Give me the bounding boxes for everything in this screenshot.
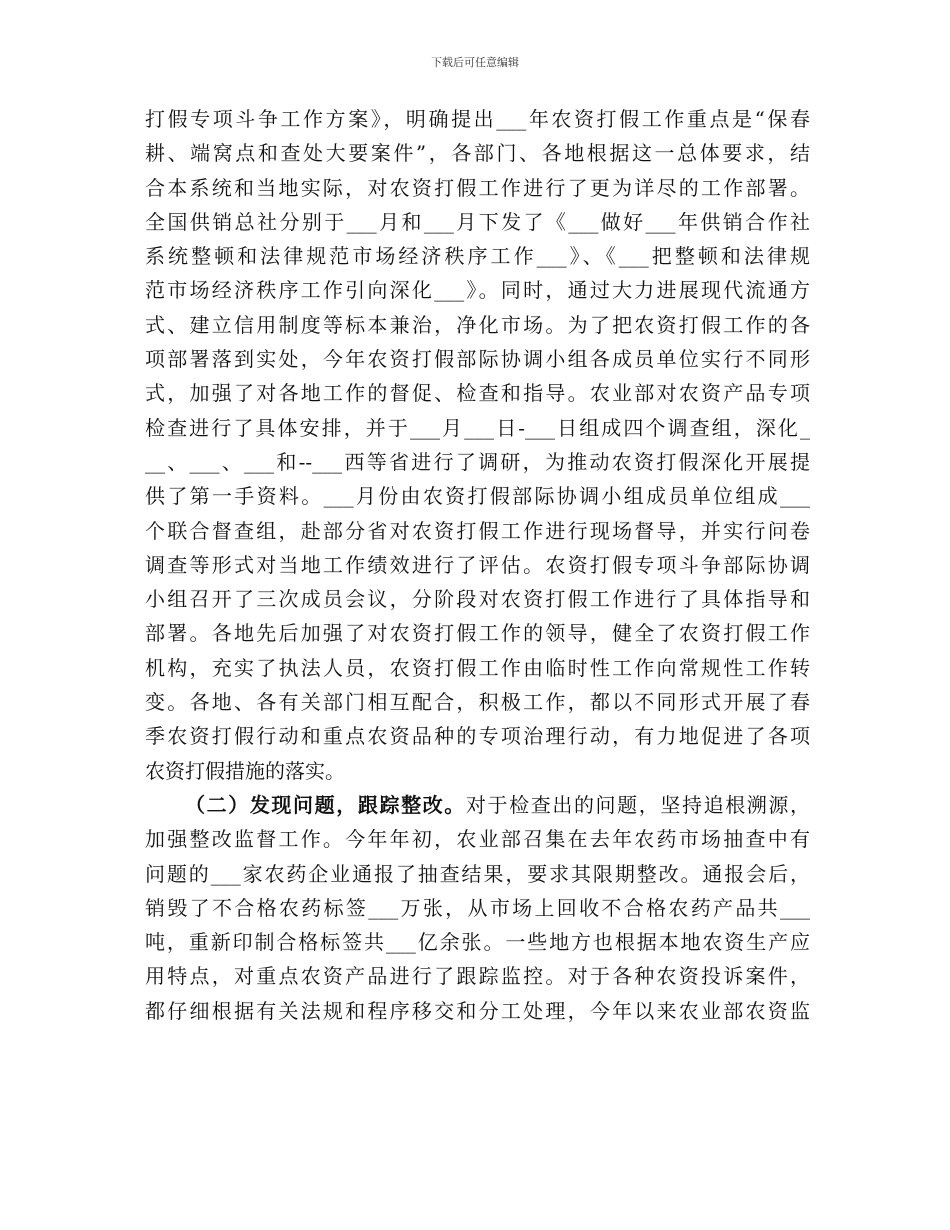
- text-line: __、___、___和--___西等省进行了调研，为推动农资打假深化开展提: [145, 449, 810, 474]
- section-heading: （二）发现问题，跟踪整改。: [185, 792, 466, 817]
- text-line: 机构，充实了执法人员，农资打假工作由临时性工作向常规性工作转: [145, 655, 810, 680]
- text-line: 用特点，对重点农资产品进行了跟踪监控。对于各种农资投诉案件，: [145, 964, 810, 989]
- text-line: 供了第一手资料。___月份由农资打假部际协调小组成员单位组成___: [145, 484, 810, 509]
- paragraph-2: [145, 788, 810, 1028]
- document-body: [145, 102, 810, 1028]
- text-span: 对于检查出的问题，坚持追根溯源，: [465, 792, 811, 817]
- text-line: 系统整顿和法律规范市场经济秩序工作___》、《___把整顿和法律规: [145, 244, 810, 269]
- paragraph-1: [145, 102, 810, 788]
- text-line: 调查等形式对当地工作绩效进行了评估。农资打假专项斗争部际协调: [145, 552, 810, 577]
- text-line: 季农资打假行动和重点农资品种的专项治理行动，有力地促进了各项: [145, 724, 810, 749]
- text-line: 销毁了不合格农药标签___万张，从市场上回收不合格农药产品共___: [145, 895, 810, 920]
- text-line: 合本系统和当地实际，对农资打假工作进行了更为详尽的工作部署。: [145, 175, 810, 200]
- text-line: 部署。各地先后加强了对农资打假工作的领导，健全了农资打假工作: [145, 621, 810, 646]
- text-line: 个联合督查组，赴部分省对农资打假工作进行现场督导，并实行问卷: [145, 518, 810, 543]
- text-line: 式、建立信用制度等标本兼治，净化市场。为了把农资打假工作的各: [145, 312, 810, 337]
- text-line: 耕、端窝点和查处大要案件”，各部门、各地根据这一总体要求，结: [145, 141, 810, 166]
- text-line: 全国供销总社分别于___月和___月下发了《___做好___年供销合作社: [145, 209, 810, 234]
- text-line: 范市场经济秩序工作引向深化___》。同时，通过大力进展现代流通方: [145, 278, 810, 303]
- text-line: 问题的___家农药企业通报了抽查结果，要求其限期整改。通报会后，: [145, 861, 810, 886]
- text-line: 打假专项斗争工作方案》，明确提出___年农资打假工作重点是“保春: [145, 107, 810, 131]
- text-line: 农资打假措施的落实。: [145, 758, 345, 783]
- text-line: 加强整改监督工作。今年年初，农业部召集在去年农药市场抽查中有: [145, 827, 810, 852]
- page-header: 下载后可任意编辑: [431, 56, 519, 69]
- text-line: 检查进行了具体安排，并于___月___日-___日组成四个调查组，深化_: [145, 415, 810, 440]
- text-line: [145, 788, 810, 822]
- text-line: 吨，重新印制合格标签共___亿余张。一些地方也根据本地农资生产应: [145, 930, 810, 955]
- text-line: 式，加强了对各地工作的督促、检查和指导。农业部对农资产品专项: [145, 381, 810, 406]
- text-line: 变。各地、各有关部门相互配合，积极工作，都以不同形式开展了春: [145, 690, 810, 715]
- text-line: 都仔细根据有关法规和程序移交和分工处理，今年以来农业部农资监: [145, 998, 810, 1023]
- text-line: 项部署落到实处，今年农资打假部际协调小组各成员单位实行不同形: [145, 347, 810, 372]
- text-line: 小组召开了三次成员会议，分阶段对农资打假工作进行了具体指导和: [145, 587, 810, 612]
